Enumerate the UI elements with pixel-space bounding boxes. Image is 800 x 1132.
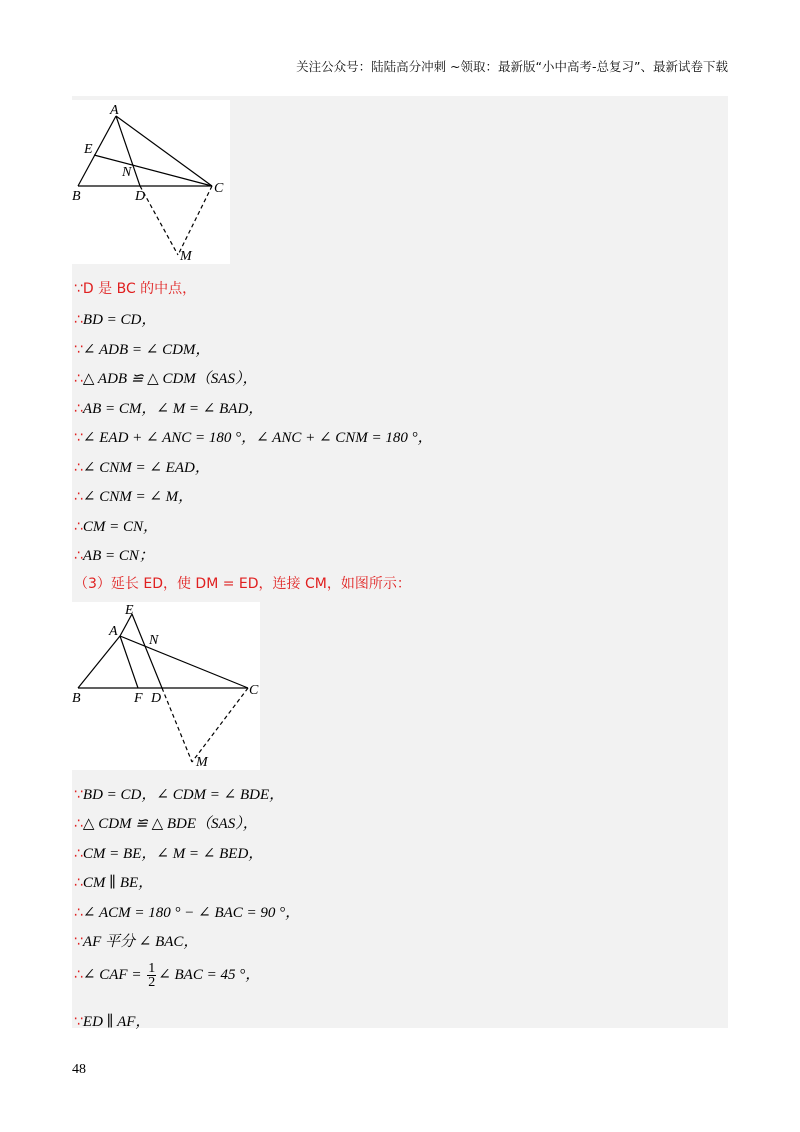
line-3: ∵∠ ADB = ∠ CDM， <box>74 342 211 358</box>
fig2-label-e: E <box>125 603 134 618</box>
line-8: ∴∠ CNM = ∠ M， <box>74 489 194 505</box>
line-7: ∴∠ CNM = ∠ EAD， <box>74 460 210 476</box>
line2-4: ∴CM ∥ BE， <box>74 875 154 891</box>
line2-5: ∴∠ ACM = 180 ° − ∠ BAC = 90 °， <box>74 905 301 921</box>
fig2-label-a: A <box>109 624 118 639</box>
fig1-label-c: C <box>214 181 224 196</box>
line2-2: ∴△ CDM ≌ △ BDE（SAS）， <box>74 816 258 832</box>
fig2-label-f: F <box>134 691 143 706</box>
geometry-figure-1 <box>72 100 230 264</box>
fig2-label-m: M <box>196 755 208 770</box>
line2-8: ∵ED ∥ AF， <box>74 1014 151 1030</box>
line-9: ∴CM = CN， <box>74 519 159 535</box>
line-5: ∴AB = CM，∠ M = ∠ BAD， <box>74 401 264 417</box>
line-1: ∵D 是 BC 的中点， <box>74 281 197 297</box>
line2-7: ∴∠ CAF = $\frac{1}{2}$ ∠ BAC = 45 °， <box>74 961 261 990</box>
fig2-label-b: B <box>72 691 81 706</box>
line-6: ∵∠ EAD + ∠ ANC = 180 °，∠ ANC + ∠ CNM = 180 °， <box>74 430 433 446</box>
line-2: ∴BD = CD， <box>74 312 157 328</box>
line2-6: ∵AF 平分 ∠ BAC， <box>74 934 199 950</box>
line-10: ∴AB = CN； <box>74 548 154 564</box>
fig1-label-a: A <box>110 103 119 118</box>
fig1-label-m: M <box>180 249 192 264</box>
line2-3: ∴CM = BE，∠ M = ∠ BED， <box>74 846 264 862</box>
geometry-figure-2 <box>72 602 260 770</box>
fig1-label-e: E <box>84 142 93 157</box>
fig2-label-d: D <box>151 691 162 706</box>
part-3-heading: （3）延长 ED，使 DM = ED，连接 CM，如图所示： <box>74 576 411 592</box>
page-number: 48 <box>72 1062 86 1077</box>
fig2-label-n: N <box>149 633 159 648</box>
fig1-label-b: B <box>72 189 81 204</box>
fig1-label-n: N <box>122 165 132 180</box>
line2-1: ∵BD = CD，∠ CDM = ∠ BDE， <box>74 787 285 803</box>
fraction-one-half: $\frac{1}{2}$ <box>148 961 156 990</box>
page-header: 关注公众号：陆陆高分冲刺 ~领取：最新版“小中高考-总复习”、最新试卷下载 <box>296 59 728 74</box>
line-4: ∴△ ADB ≌ △ CDM（SAS）， <box>74 371 258 387</box>
fig1-label-d: D <box>135 189 146 204</box>
fig2-label-c: C <box>249 683 259 698</box>
